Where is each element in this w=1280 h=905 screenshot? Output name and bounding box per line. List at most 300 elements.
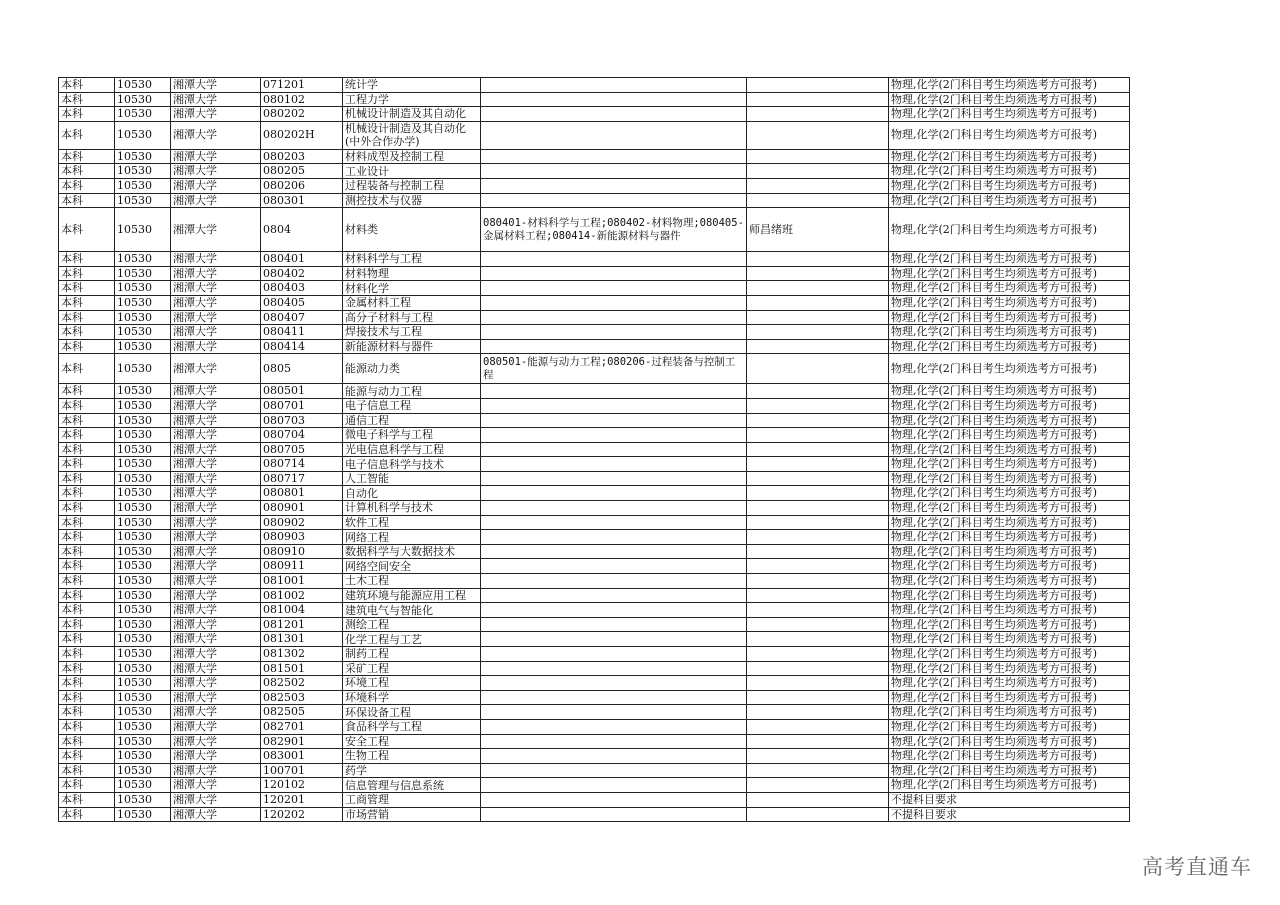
school-code-cell: 10530 [115,676,171,691]
school-code-cell: 10530 [115,398,171,413]
notes-cell [747,78,889,93]
major-code-cell: 080703 [261,413,343,428]
level-cell: 本科 [59,310,115,325]
subject-requirement-cell: 物理,化学(2门科目考生均须选考方可报考) [889,471,1130,486]
table-row [59,588,1130,603]
included-majors-cell [481,339,747,354]
table-row [59,208,1130,252]
included-majors-cell [481,501,747,516]
major-name-cell: 材料类 [343,208,481,252]
school-code-cell: 10530 [115,617,171,632]
school-name-cell: 湘潭大学 [171,457,261,472]
included-majors-cell [481,281,747,296]
school-name-cell: 湘潭大学 [171,603,261,618]
included-majors-cell [481,690,747,705]
notes-cell [747,471,889,486]
level-cell: 本科 [59,78,115,93]
subject-requirement-cell: 物理,化学(2门科目考生均须选考方可报考) [889,121,1130,149]
major-name-cell: 统计学 [343,78,481,93]
admission-subject-table [58,77,1130,822]
subject-requirement-cell: 物理,化学(2门科目考生均须选考方可报考) [889,530,1130,545]
major-code-cell: 080903 [261,530,343,545]
table-row [59,339,1130,354]
major-code-cell: 080206 [261,178,343,193]
included-majors-cell [481,413,747,428]
major-code-cell: 083001 [261,749,343,764]
school-name-cell: 湘潭大学 [171,310,261,325]
table-row [59,676,1130,691]
level-cell: 本科 [59,617,115,632]
subject-requirement-cell: 物理,化学(2门科目考生均须选考方可报考) [889,310,1130,325]
level-cell: 本科 [59,749,115,764]
subject-requirement-cell: 物理,化学(2门科目考生均须选考方可报考) [889,384,1130,399]
subject-requirement-cell: 物理,化学(2门科目考生均须选考方可报考) [889,661,1130,676]
major-name-cell: 通信工程 [343,413,481,428]
included-majors-cell [481,749,747,764]
school-name-cell: 湘潭大学 [171,281,261,296]
subject-requirement-cell: 物理,化学(2门科目考生均须选考方可报考) [889,178,1130,193]
school-name-cell: 湘潭大学 [171,471,261,486]
major-code-cell: 080911 [261,559,343,574]
level-cell: 本科 [59,149,115,164]
school-name-cell: 湘潭大学 [171,530,261,545]
major-name-cell: 测绘工程 [343,617,481,632]
school-code-cell: 10530 [115,807,171,822]
major-code-cell: 081002 [261,588,343,603]
major-code-cell: 080910 [261,544,343,559]
major-code-cell: 080717 [261,471,343,486]
notes-cell [747,325,889,340]
major-code-cell: 100701 [261,763,343,778]
included-majors-cell [481,530,747,545]
school-code-cell: 10530 [115,295,171,310]
included-majors-cell [481,719,747,734]
subject-requirement-cell: 物理,化学(2门科目考生均须选考方可报考) [889,676,1130,691]
school-code-cell: 10530 [115,252,171,267]
major-code-cell: 080501 [261,384,343,399]
level-cell: 本科 [59,266,115,281]
major-name-cell: 人工智能 [343,471,481,486]
major-code-cell: 080701 [261,398,343,413]
school-code-cell: 10530 [115,413,171,428]
major-name-cell: 材料化学 [343,281,481,296]
included-majors-cell [481,457,747,472]
level-cell: 本科 [59,384,115,399]
level-cell: 本科 [59,354,115,384]
school-code-cell: 10530 [115,325,171,340]
level-cell: 本科 [59,107,115,122]
major-code-cell: 080202H [261,121,343,149]
major-code-cell: 080301 [261,193,343,208]
watermark-text: 高考直通车 [1142,855,1252,879]
included-majors-cell [481,193,747,208]
included-majors-cell: 080401-材料科学与工程;080402-材料物理;080405-金属材料工程;080414-新能源材料与器件 [481,208,747,252]
school-code-cell: 10530 [115,78,171,93]
subject-requirement-cell: 物理,化学(2门科目考生均须选考方可报考) [889,149,1130,164]
subject-requirement-cell: 物理,化学(2门科目考生均须选考方可报考) [889,325,1130,340]
school-code-cell: 10530 [115,792,171,807]
notes-cell [747,384,889,399]
school-code-cell: 10530 [115,164,171,179]
level-cell: 本科 [59,690,115,705]
school-name-cell: 湘潭大学 [171,763,261,778]
major-code-cell: 082502 [261,676,343,691]
major-name-cell: 环保设备工程 [343,705,481,720]
subject-requirement-cell: 物理,化学(2门科目考生均须选考方可报考) [889,442,1130,457]
table-body [59,78,1130,822]
table-row [59,530,1130,545]
school-name-cell: 湘潭大学 [171,559,261,574]
table-row [59,647,1130,662]
subject-requirement-cell: 物理,化学(2门科目考生均须选考方可报考) [889,339,1130,354]
level-cell: 本科 [59,501,115,516]
level-cell: 本科 [59,559,115,574]
subject-requirement-cell: 物理,化学(2门科目考生均须选考方可报考) [889,544,1130,559]
subject-requirement-cell: 物理,化学(2门科目考生均须选考方可报考) [889,690,1130,705]
table-row [59,325,1130,340]
table-row [59,501,1130,516]
major-code-cell: 0805 [261,354,343,384]
major-code-cell: 082701 [261,719,343,734]
major-name-cell: 测控技术与仪器 [343,193,481,208]
subject-requirement-cell: 不提科目要求 [889,807,1130,822]
major-code-cell: 081302 [261,647,343,662]
major-name-cell: 工商管理 [343,792,481,807]
major-code-cell: 080902 [261,515,343,530]
notes-cell [747,92,889,107]
table-row [59,749,1130,764]
major-code-cell: 080414 [261,339,343,354]
school-name-cell: 湘潭大学 [171,339,261,354]
major-name-cell: 土木工程 [343,574,481,589]
level-cell: 本科 [59,398,115,413]
table-row [59,149,1130,164]
included-majors-cell [481,266,747,281]
major-code-cell: 080411 [261,325,343,340]
notes-cell [747,544,889,559]
school-name-cell: 湘潭大学 [171,705,261,720]
school-name-cell: 湘潭大学 [171,149,261,164]
major-name-cell: 软件工程 [343,515,481,530]
table-row [59,92,1130,107]
table-row [59,632,1130,647]
notes-cell [747,486,889,501]
notes-cell [747,164,889,179]
school-code-cell: 10530 [115,632,171,647]
school-name-cell: 湘潭大学 [171,574,261,589]
school-name-cell: 湘潭大学 [171,719,261,734]
major-name-cell: 生物工程 [343,749,481,764]
included-majors-cell [481,442,747,457]
school-code-cell: 10530 [115,193,171,208]
subject-requirement-cell: 物理,化学(2门科目考生均须选考方可报考) [889,78,1130,93]
school-code-cell: 10530 [115,544,171,559]
subject-requirement-cell: 物理,化学(2门科目考生均须选考方可报考) [889,588,1130,603]
notes-cell [747,178,889,193]
table-row [59,413,1130,428]
school-code-cell: 10530 [115,574,171,589]
major-code-cell: 081001 [261,574,343,589]
notes-cell [747,121,889,149]
included-majors-cell [481,121,747,149]
included-majors-cell [481,705,747,720]
level-cell: 本科 [59,763,115,778]
major-name-cell: 电子信息工程 [343,398,481,413]
table-row [59,734,1130,749]
school-code-cell: 10530 [115,719,171,734]
notes-cell [747,501,889,516]
school-name-cell: 湘潭大学 [171,107,261,122]
school-code-cell: 10530 [115,457,171,472]
level-cell: 本科 [59,632,115,647]
major-name-cell: 材料成型及控制工程 [343,149,481,164]
school-code-cell: 10530 [115,661,171,676]
table-row [59,354,1130,384]
level-cell: 本科 [59,339,115,354]
major-code-cell: 120202 [261,807,343,822]
level-cell: 本科 [59,208,115,252]
major-name-cell: 材料科学与工程 [343,252,481,267]
major-name-cell: 焊接技术与工程 [343,325,481,340]
major-code-cell: 081201 [261,617,343,632]
notes-cell [747,792,889,807]
subject-requirement-cell: 物理,化学(2门科目考生均须选考方可报考) [889,501,1130,516]
major-name-cell: 过程装备与控制工程 [343,178,481,193]
level-cell: 本科 [59,281,115,296]
subject-requirement-cell: 物理,化学(2门科目考生均须选考方可报考) [889,778,1130,793]
major-name-cell: 网络工程 [343,530,481,545]
school-code-cell: 10530 [115,515,171,530]
school-code-cell: 10530 [115,690,171,705]
notes-cell [747,763,889,778]
included-majors-cell [481,588,747,603]
table-row [59,719,1130,734]
notes-cell [747,676,889,691]
school-code-cell: 10530 [115,705,171,720]
level-cell: 本科 [59,295,115,310]
level-cell: 本科 [59,719,115,734]
major-code-cell: 071201 [261,78,343,93]
major-name-cell: 建筑电气与智能化 [343,603,481,618]
included-majors-cell [481,252,747,267]
major-name-cell: 安全工程 [343,734,481,749]
table-row [59,310,1130,325]
table-row [59,763,1130,778]
notes-cell [747,266,889,281]
major-name-cell: 市场营销 [343,807,481,822]
table-row [59,778,1130,793]
school-name-cell: 湘潭大学 [171,501,261,516]
major-name-cell: 药学 [343,763,481,778]
school-name-cell: 湘潭大学 [171,164,261,179]
table-row [59,574,1130,589]
subject-requirement-cell: 物理,化学(2门科目考生均须选考方可报考) [889,705,1130,720]
subject-requirement-cell: 物理,化学(2门科目考生均须选考方可报考) [889,208,1130,252]
school-code-cell: 10530 [115,486,171,501]
major-name-cell: 信息管理与信息系统 [343,778,481,793]
major-name-cell: 工程力学 [343,92,481,107]
notes-cell [747,603,889,618]
notes-cell [747,515,889,530]
level-cell: 本科 [59,164,115,179]
school-code-cell: 10530 [115,339,171,354]
notes-cell [747,632,889,647]
subject-requirement-cell: 物理,化学(2门科目考生均须选考方可报考) [889,603,1130,618]
level-cell: 本科 [59,121,115,149]
level-cell: 本科 [59,530,115,545]
notes-cell [747,457,889,472]
school-name-cell: 湘潭大学 [171,661,261,676]
school-code-cell: 10530 [115,266,171,281]
school-name-cell: 湘潭大学 [171,515,261,530]
school-code-cell: 10530 [115,121,171,149]
school-name-cell: 湘潭大学 [171,676,261,691]
subject-requirement-cell: 物理,化学(2门科目考生均须选考方可报考) [889,617,1130,632]
level-cell: 本科 [59,193,115,208]
major-code-cell: 080401 [261,252,343,267]
subject-requirement-cell: 物理,化学(2门科目考生均须选考方可报考) [889,457,1130,472]
subject-requirement-cell: 物理,化学(2门科目考生均须选考方可报考) [889,515,1130,530]
included-majors-cell [481,632,747,647]
subject-requirement-cell: 不提科目要求 [889,792,1130,807]
level-cell: 本科 [59,661,115,676]
included-majors-cell [481,763,747,778]
school-name-cell: 湘潭大学 [171,442,261,457]
major-name-cell: 机械设计制造及其自动化 [343,107,481,122]
level-cell: 本科 [59,428,115,443]
included-majors-cell [481,149,747,164]
subject-requirement-cell: 物理,化学(2门科目考生均须选考方可报考) [889,164,1130,179]
school-name-cell: 湘潭大学 [171,647,261,662]
major-name-cell: 建筑环境与能源应用工程 [343,588,481,603]
included-majors-cell [481,792,747,807]
level-cell: 本科 [59,413,115,428]
level-cell: 本科 [59,792,115,807]
notes-cell [747,778,889,793]
school-name-cell: 湘潭大学 [171,178,261,193]
table-row [59,384,1130,399]
table-row [59,398,1130,413]
level-cell: 本科 [59,588,115,603]
level-cell: 本科 [59,778,115,793]
subject-requirement-cell: 物理,化学(2门科目考生均须选考方可报考) [889,428,1130,443]
school-name-cell: 湘潭大学 [171,690,261,705]
school-name-cell: 湘潭大学 [171,617,261,632]
school-name-cell: 湘潭大学 [171,807,261,822]
included-majors-cell [481,647,747,662]
major-code-cell: 082901 [261,734,343,749]
school-name-cell: 湘潭大学 [171,266,261,281]
major-name-cell: 金属材料工程 [343,295,481,310]
major-code-cell: 081004 [261,603,343,618]
table-row [59,515,1130,530]
notes-cell [747,339,889,354]
subject-requirement-cell: 物理,化学(2门科目考生均须选考方可报考) [889,574,1130,589]
major-code-cell: 080705 [261,442,343,457]
subject-requirement-cell: 物理,化学(2门科目考生均须选考方可报考) [889,92,1130,107]
notes-cell [747,398,889,413]
school-code-cell: 10530 [115,603,171,618]
school-code-cell: 10530 [115,471,171,486]
level-cell: 本科 [59,92,115,107]
notes-cell [747,705,889,720]
major-code-cell: 080407 [261,310,343,325]
subject-requirement-cell: 物理,化学(2门科目考生均须选考方可报考) [889,559,1130,574]
table-row [59,603,1130,618]
subject-requirement-cell: 物理,化学(2门科目考生均须选考方可报考) [889,193,1130,208]
table-row [59,428,1130,443]
notes-cell [747,252,889,267]
included-majors-cell: 080501-能源与动力工程;080206-过程装备与控制工程 [481,354,747,384]
included-majors-cell [481,486,747,501]
major-code-cell: 080704 [261,428,343,443]
table-row [59,78,1130,93]
included-majors-cell [481,295,747,310]
school-name-cell: 湘潭大学 [171,486,261,501]
major-code-cell: 080403 [261,281,343,296]
notes-cell [747,428,889,443]
school-name-cell: 湘潭大学 [171,544,261,559]
major-name-cell: 光电信息科学与工程 [343,442,481,457]
included-majors-cell [481,661,747,676]
school-code-cell: 10530 [115,749,171,764]
major-code-cell: 080901 [261,501,343,516]
notes-cell [747,647,889,662]
included-majors-cell [481,325,747,340]
included-majors-cell [481,398,747,413]
school-name-cell: 湘潭大学 [171,252,261,267]
level-cell: 本科 [59,442,115,457]
subject-requirement-cell: 物理,化学(2门科目考生均须选考方可报考) [889,763,1130,778]
subject-requirement-cell: 物理,化学(2门科目考生均须选考方可报考) [889,252,1130,267]
school-code-cell: 10530 [115,734,171,749]
major-name-cell: 制药工程 [343,647,481,662]
notes-cell [747,807,889,822]
major-name-cell: 网络空间安全 [343,559,481,574]
subject-requirement-cell: 物理,化学(2门科目考生均须选考方可报考) [889,266,1130,281]
major-code-cell: 120201 [261,792,343,807]
school-name-cell: 湘潭大学 [171,398,261,413]
notes-cell [747,149,889,164]
subject-requirement-cell: 物理,化学(2门科目考生均须选考方可报考) [889,398,1130,413]
notes-cell [747,107,889,122]
school-name-cell: 湘潭大学 [171,749,261,764]
subject-requirement-cell: 物理,化学(2门科目考生均须选考方可报考) [889,413,1130,428]
school-name-cell: 湘潭大学 [171,778,261,793]
table-row [59,559,1130,574]
level-cell: 本科 [59,486,115,501]
school-name-cell: 湘潭大学 [171,588,261,603]
major-name-cell: 能源与动力工程 [343,384,481,399]
major-name-cell: 采矿工程 [343,661,481,676]
table-row [59,486,1130,501]
school-name-cell: 湘潭大学 [171,384,261,399]
school-code-cell: 10530 [115,647,171,662]
included-majors-cell [481,544,747,559]
included-majors-cell [481,807,747,822]
major-code-cell: 081301 [261,632,343,647]
school-code-cell: 10530 [115,107,171,122]
major-code-cell: 080102 [261,92,343,107]
table-row [59,252,1130,267]
level-cell: 本科 [59,544,115,559]
school-code-cell: 10530 [115,384,171,399]
school-code-cell: 10530 [115,501,171,516]
included-majors-cell [481,603,747,618]
school-code-cell: 10530 [115,149,171,164]
major-code-cell: 080202 [261,107,343,122]
school-name-cell: 湘潭大学 [171,734,261,749]
